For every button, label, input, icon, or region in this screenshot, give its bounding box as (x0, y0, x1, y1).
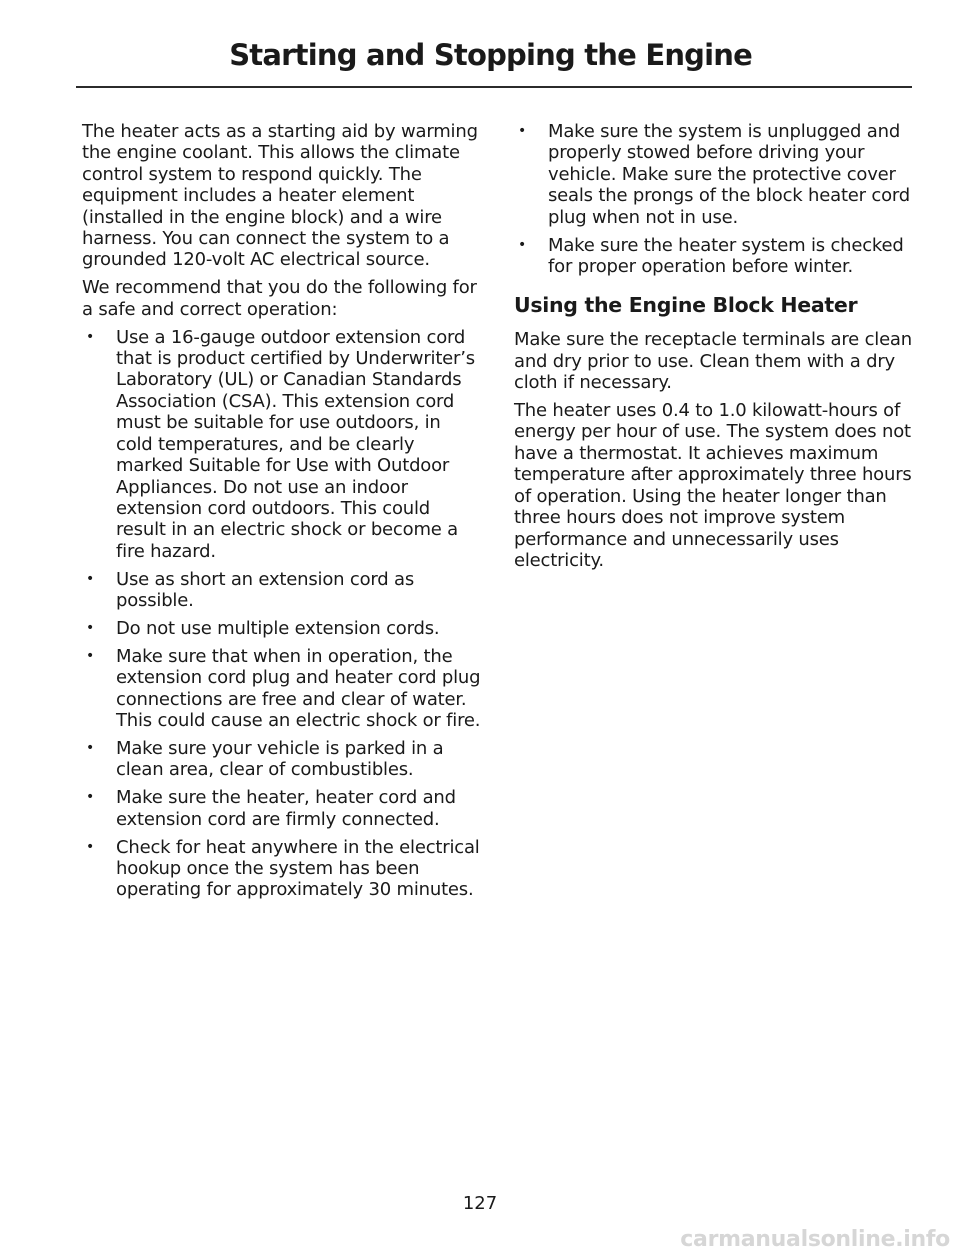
bullet-icon: • (86, 570, 95, 587)
intro-paragraph: The heater acts as a starting aid by warming the engine coolant. This allows the climate control system to respond quickly. The equipment includes a heater element (installed in the engine block) and a wire harness. You can connect the system to a grounded 120-volt AC electrical source. (82, 121, 478, 271)
page-header (76, 30, 912, 88)
bullet-icon: • (86, 838, 95, 855)
list-item (514, 235, 914, 278)
recommendation-paragraph: We recommend that you do the following for a safe and correct operation: (82, 277, 477, 320)
list-item-text: Make sure the heater system is checked for proper operation before winter. (548, 234, 904, 277)
list-item (82, 787, 482, 830)
list-item (82, 738, 482, 781)
section-title: Starting and Stopping the Engine (229, 38, 752, 72)
storage-bullet-list (514, 121, 914, 277)
list-item (82, 618, 482, 639)
list-item (514, 121, 914, 228)
bullet-icon: • (518, 236, 527, 253)
left-column (82, 121, 482, 907)
list-item-text: Use a 16-gauge outdoor extension cord that is product certified by Underwriter’s Laboratory (UL) or Canadian Standards Association (CSA). This extension cord must be suitable for use outdoors, in cold temperatures, and be clearly marked Suitable for Use with Outdoor Appliances. Do not use an indoor extension cord outdoors. This could result in an electric shock or become a fire hazard. (116, 326, 475, 562)
bullet-icon: • (86, 619, 95, 636)
list-item (82, 837, 482, 901)
bullet-icon: • (86, 789, 95, 806)
list-item (82, 327, 482, 562)
bullet-icon: • (518, 123, 527, 139)
list-item-text: Use as short an extension cord as possible. (116, 568, 415, 612)
list-item-text: Check for heat anywhere in the electrical hookup once the system has been operating for approximately 30 minutes. (116, 836, 480, 901)
bullet-icon: • (86, 647, 95, 664)
list-item-text: Make sure the system is unplugged and properly stowed before driving your vehicle. Make sure the protective cover seals the prongs of the block heater cord plug when not in use. (548, 121, 911, 228)
receptacle-paragraph: Make sure the receptacle terminals are clean and dry prior to use. Clean them with a dry cloth if necessary. (514, 329, 912, 394)
page-number: 127 (462, 1193, 498, 1214)
list-item-text: Do not use multiple extension cords. (116, 617, 440, 639)
energy-paragraph: The heater uses 0.4 to 1.0 kilowatt-hours of energy per hour of use. The system does not have a thermostat. It achieves maximum temperature after approximately three hours of operation. Using the heater longer than three hours does not improve system performance and unnecessarily uses electricity. (514, 400, 912, 571)
watermark: carmanualsonline.info (680, 1227, 950, 1252)
list-item (82, 569, 482, 612)
list-item-text: Make sure the heater, heater cord and extension cord are firmly connected. (116, 787, 456, 830)
safety-bullet-list (82, 327, 482, 901)
list-item (82, 646, 482, 732)
bullet-icon: • (86, 328, 95, 345)
list-item-text: Make sure your vehicle is parked in a clean area, clear of combustibles. (116, 737, 444, 781)
list-item-text: Make sure that when in operation, the extension cord plug and heater cord plug connections are free and clear of water. This could cause an electric shock or fire. (116, 645, 481, 732)
subheading: Using the Engine Block Heater (514, 293, 858, 318)
bullet-icon: • (86, 739, 95, 756)
right-column (514, 121, 914, 578)
